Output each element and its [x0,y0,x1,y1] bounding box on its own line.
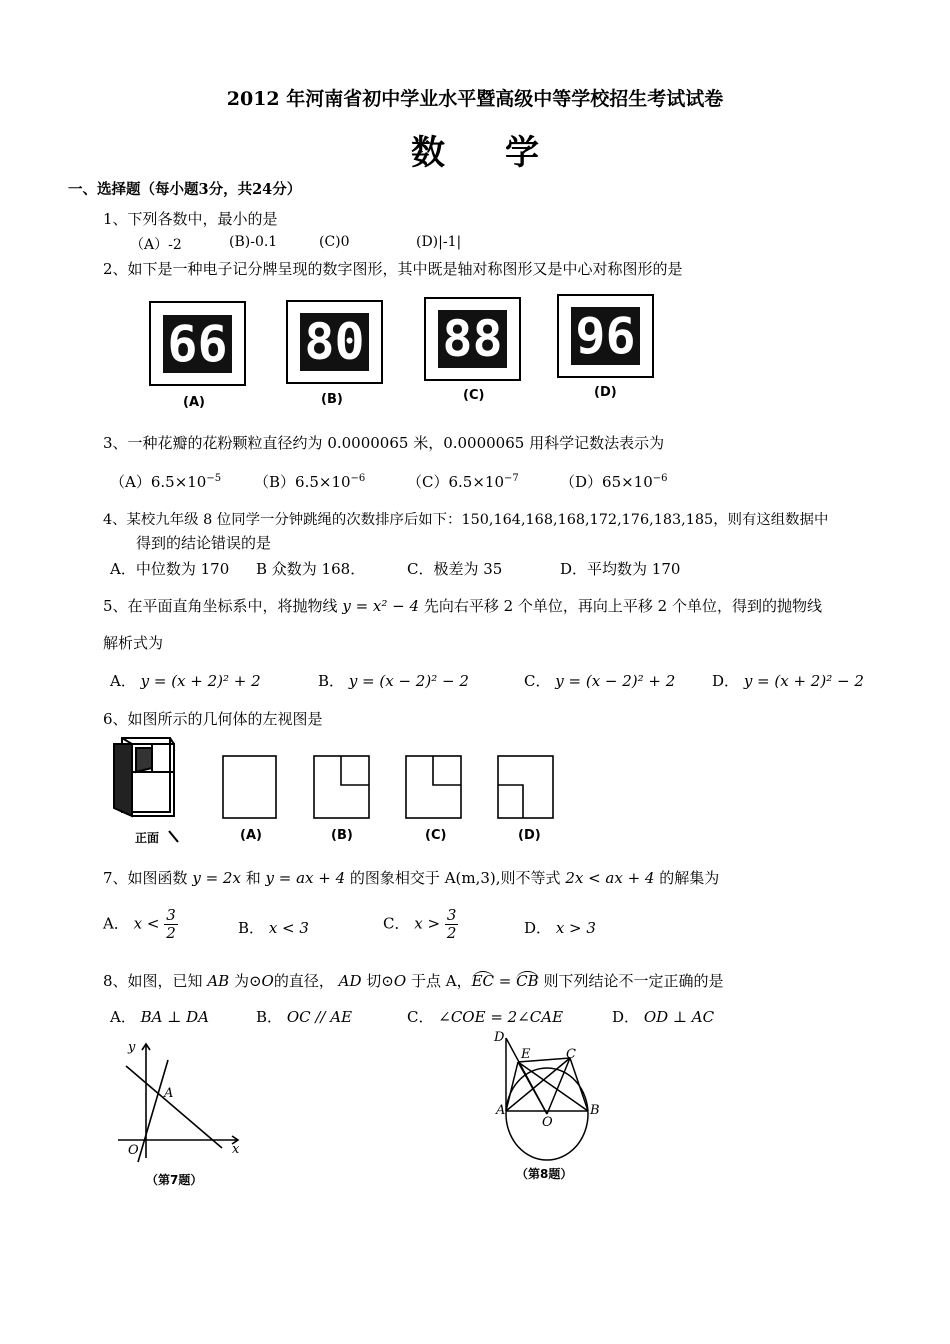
digit-card-a-label: (A) [183,395,205,410]
q8-stem [103,970,723,991]
q7-c-num: 3 [446,906,457,924]
q6-solid-figure [112,736,182,826]
q7-stem-mid: 的图象相交于 A(m,3),则不等式 [349,869,561,887]
fig7-label-o: O [128,1143,139,1158]
q6-label-a: (A) [240,828,262,843]
q7-stem-post: 的解集为 [659,869,720,887]
q8-b-label: B． [256,1008,283,1026]
q6-view-a [222,755,278,819]
q7-a-label: A． [103,914,129,933]
q8-eq: = [498,972,512,990]
q1-option-c: (C)0 [319,234,350,250]
q3-b-base: （B）6.5×10 [254,473,351,491]
q8-b-expr: OC // AE [286,1008,353,1026]
fig7-caption: （第7题） [146,1173,203,1187]
q7-f1: y = 2x [192,869,241,887]
q8-o2: O [393,972,407,990]
q7-c-pre: x > [414,914,441,933]
q8-ab: AB [207,972,230,990]
q5-stem-pre: 5、在平面直角坐标系中，将抛物线 [103,597,338,615]
q7-option-c [383,907,458,942]
digit-card-b-label: (B) [321,392,343,407]
q7-c-label: C． [383,914,410,933]
q8-mid1: 为⊙ [233,972,262,990]
q5-c-expr: y = (x − 2)² + 2 [555,672,676,690]
q3-option-d [560,471,668,492]
q7-c-den: 2 [446,924,457,942]
q8-arc-cb: CB [516,972,539,990]
q8-stem-post: 则下列结论不一定正确的是 [543,972,724,990]
q3-stem: 3、一种花瓣的花粉颗粒直径约为 0.0000065 米，0.0000065 用科学记数法表示为 [103,434,665,452]
q3-c-exp: −7 [504,473,519,484]
fig7-label-x: x [232,1142,240,1157]
q4-stem: 4、某校九年级 8 位同学一分钟跳绳的次数排序后如下：150,164,168,168,172,176,183,185，则有这组数据中 [103,512,829,528]
digit-card-a [149,301,246,386]
q7-and: 和 [245,869,261,887]
fig8-label-a: A [496,1103,506,1118]
q3-a-base: （A）6.5×10 [110,473,207,491]
q7-a-num: 3 [166,906,176,924]
fig7-label-a: A [164,1086,174,1101]
q8-mid2: 的直径， [273,972,334,990]
q6-view-b [313,755,371,819]
q6-view-d [497,755,555,819]
q3-c-base: （C）6.5×10 [407,473,504,491]
q8-option-a [110,1006,209,1027]
fig8-label-e: E [521,1047,531,1062]
q8-ad: AD [338,972,362,990]
q8-a-expr: BA ⊥ DA [140,1008,209,1026]
q8-d-expr: OD ⊥ AC [643,1008,715,1026]
subject-title: 数学 [411,133,599,173]
fig7-label-y: y [128,1040,136,1055]
fig8-segment-eb [518,1062,588,1111]
q5-stem [103,595,822,616]
q5-option-a [110,670,261,691]
digit-card-b-digits: 80 [300,313,368,371]
q7-b-label: B． [238,919,265,937]
q7-a-fraction [164,907,178,942]
q5-stem-cont: 解析式为 [103,634,164,652]
q8-d-label: D． [612,1008,640,1026]
fig8-caption: （第8题） [516,1167,573,1181]
q4-stem-cont: 得到的结论错误的是 [136,534,272,552]
q5-c-label: C． [524,672,551,690]
digit-card-b [286,300,383,384]
digit-card-c-digits: 88 [438,310,506,368]
q1-option-a: （A）-2 [130,237,182,253]
q5-option-b [318,670,469,691]
q5-d-expr: y = (x + 2)² − 2 [743,672,864,690]
q1-stem: 1、下列各数中，最小的是 [103,210,278,228]
section-heading: 一、选择题（每小题3分，共24分） [68,181,302,198]
digit-card-d-digits: 96 [571,307,639,365]
q6-label-c: (C) [425,828,447,843]
q3-d-exp: −6 [652,473,668,484]
q7-option-b [238,917,309,938]
q7-stem [103,867,719,888]
q3-option-c [407,471,519,492]
q2-stem: 2、如下是一种电子记分牌呈现的数字图形，其中既是轴对称图形又是中心对称图形的是 [103,260,683,278]
fig8-label-b: B [590,1103,600,1118]
exam-title: 2012 年河南省初中学业水平暨高级中等学校招生考试试卷 [226,88,724,110]
q7-ineq: 2x < ax + 4 [565,869,655,887]
q5-option-c [524,670,675,691]
q7-option-d [524,917,596,938]
q8-option-c [407,1006,563,1027]
q8-arc-ec: EC [471,972,495,990]
q4-option-d: D．平均数为 170 [560,560,681,578]
q7-stem-pre: 7、如图函数 [103,869,188,887]
q7-d-label: D． [524,919,552,937]
q8-stem-pre: 8、如图，已知 [103,972,203,990]
q5-option-d [712,670,864,691]
q8-option-b [256,1006,352,1027]
q1-option-b: (B)-0.1 [229,234,278,250]
fig8-circle-figure [494,1030,604,1170]
q8-c-expr: ∠COE = 2∠CAE [438,1008,564,1026]
fig7-line-y2x [138,1060,168,1162]
q5-stem-post: 先向右平移 2 个单位，再向上平移 2 个单位，得到的抛物线 [423,597,822,615]
q8-c-label: C． [407,1008,434,1026]
q7-b-expr: x < 3 [268,919,309,937]
fig8-segment-oe [518,1062,547,1114]
q7-a-den: 2 [166,924,176,942]
q5-a-label: A． [110,672,136,690]
q8-a-label: A． [110,1008,136,1026]
q5-d-label: D． [712,672,740,690]
q7-d-expr: x > 3 [555,919,596,937]
q3-a-exp: −5 [206,473,222,484]
q3-option-b [254,471,365,492]
q6-label-d: (D) [518,828,541,843]
q6-front-arrow [168,830,180,844]
digit-card-d [557,294,654,378]
fig7-line-yax4 [126,1066,222,1148]
q5-b-label: B． [318,672,345,690]
digit-card-c-label: (C) [463,388,485,403]
q5-b-expr: y = (x − 2)² − 2 [348,672,469,690]
q6-front-label: 正面 [135,831,160,845]
digit-card-c [424,297,521,381]
q8-option-d [612,1006,714,1027]
fig8-segment-oc [547,1058,570,1114]
fig8-segment-ae [506,1062,518,1111]
fig8-label-d: D [494,1030,505,1045]
q5-a-expr: y = (x + 2)² + 2 [140,672,261,690]
fig8-label-c: C [566,1047,576,1062]
q5-formula: y = x² − 4 [342,597,420,615]
fig8-label-o: O [542,1115,553,1130]
q6-label-b: (B) [331,828,353,843]
q6-view-c [405,755,463,819]
q6-stem: 6、如图所示的几何体的左视图是 [103,710,323,728]
digit-card-d-label: (D) [594,385,617,400]
q8-mid4: 于点 A， [410,972,472,990]
q3-option-a [110,471,221,492]
q4-option-c: C．极差为 35 [407,560,503,578]
q8-o1: O [261,972,274,990]
q7-a-pre: x < [133,914,160,933]
q8-mid3: 切⊙ [366,972,394,990]
q1-option-d: (D)|-1| [416,234,462,250]
digit-card-a-digits: 66 [163,315,231,373]
fig8-segment-cb [570,1058,588,1111]
q3-d-base: （D）65×10 [560,473,653,491]
q4-option-a: A．中位数为 170 [110,560,230,578]
q7-f2: y = ax + 4 [265,869,346,887]
q7-option-a [103,907,178,942]
q7-c-fraction [445,907,459,942]
q4-option-b: B 众数为 168． [256,560,366,578]
q3-b-exp: −6 [350,473,366,484]
